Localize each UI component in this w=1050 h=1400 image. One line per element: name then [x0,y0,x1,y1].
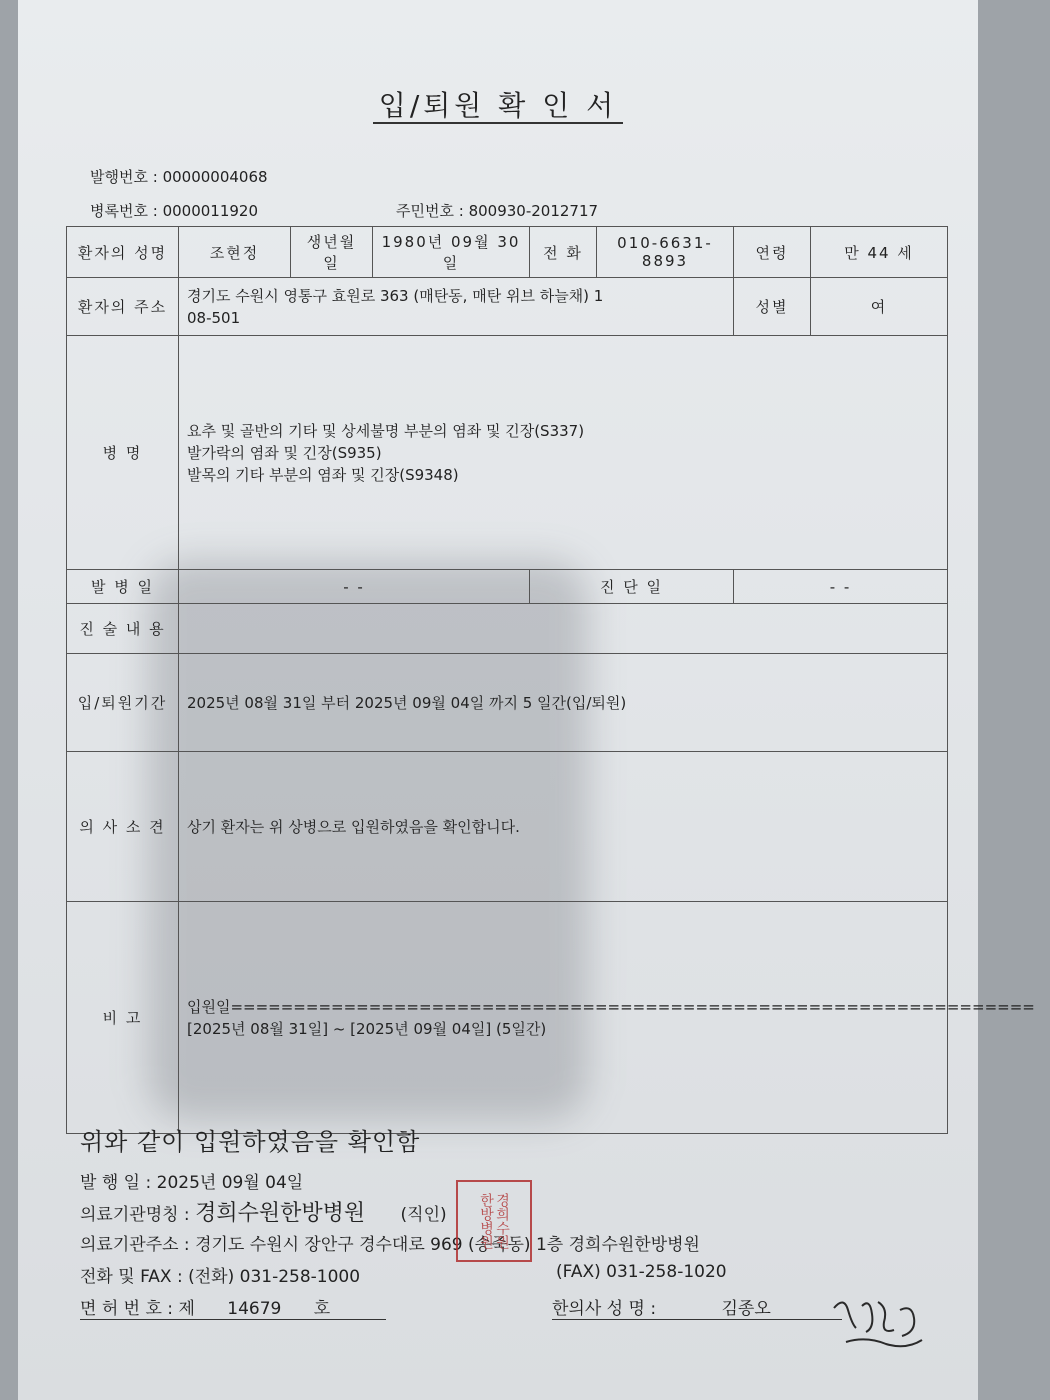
dob-value: 1980년 09월 30일 [373,227,530,278]
statement-value [179,604,948,654]
diag-date-value: - - [734,570,948,604]
issue-date: 발 행 일 : 2025년 09월 04일 [80,1173,304,1193]
remarks-value [179,902,1035,1134]
diagnosis-item: 발목의 기타 부분의 염좌 및 긴장(S9348) [187,465,459,484]
patient-form-table [66,226,1035,1134]
address-line-1: 경기도 수원시 영통구 효원로 363 (매탄동, 매탄 위브 하늘채) 1 [187,286,604,305]
hospital-address: 의료기관주소 : 경기도 수원시 장안구 경수대로 969 (송죽동) 1층 경희수원한방병원 [80,1235,700,1255]
document-title: 입/퇴원 확 인 서 [18,84,978,124]
resident-number: 주민번호 : 800930-2012717 [396,202,599,220]
onset-label: 발 병 일 [67,570,179,604]
address-label: 환자의 주소 [67,278,179,336]
doctor-signature [826,1288,926,1358]
document-paper [18,0,1035,1400]
dob-label: 생년월일 [291,227,373,278]
age-label: 연령 [734,227,811,278]
onset-value: - - [179,570,530,604]
phone-label: 전 화 [530,227,597,278]
diagnosis-item: 발가락의 염좌 및 긴장(S935) [187,443,382,462]
hospital-seal-stamp: 경희수원 한방병원 [456,1180,532,1262]
sex-value: 여 [811,278,948,336]
sex-label: 성별 [734,278,811,336]
age-value: 만 44 세 [811,227,948,278]
diagnosis-label: 병 명 [67,336,179,570]
statement-label: 진 술 내 용 [67,604,179,654]
license-number: 면 허 번 호 : 제 14679 호 [80,1294,386,1320]
opinion-label: 의 사 소 견 [67,752,179,902]
hospital-name: 의료기관명칭 : 경희수원한방병원 (직인) [80,1201,447,1226]
opinion-value: 상기 환자는 위 상병으로 입원하였음을 확인합니다. [179,752,948,902]
period-value: 2025년 08월 31일 부터 2025년 09월 04일 까지 5 일간(입/퇴원) [179,654,948,752]
name-value: 조현정 [179,227,291,278]
doctor-name: 한의사 성 명 : 김종오 [552,1294,842,1320]
diagnosis-item: 요추 및 골반의 기타 및 상세불명 부분의 염좌 및 긴장(S337) [187,421,585,440]
record-number: 병록번호 : 0000011920 [90,202,259,220]
diagnosis-value [179,336,948,570]
remarks-label: 비 고 [67,902,179,1134]
issue-number: 발행번호 : 00000004068 [90,168,268,186]
name-label: 환자의 성명 [67,227,179,278]
phone-fax: 전화 및 FAX : (전화) 031-258-1000 (FAX) 031-258-1020 [80,1262,727,1287]
diag-date-label: 진 단 일 [530,570,734,604]
remarks-line-2: [2025년 08월 31일] ~ [2025년 09월 04일] (5일간) [187,1019,547,1038]
phone-value: 010-6631-8893 [597,227,734,278]
period-label: 입/퇴원기간 [67,654,179,752]
confirm-statement: 위와 같이 입원하였음을 확인함 [80,1128,421,1156]
address-value [179,278,734,336]
remarks-line-1: 입원일================================================================ [187,997,1035,1016]
address-line-2: 08-501 [187,308,241,327]
